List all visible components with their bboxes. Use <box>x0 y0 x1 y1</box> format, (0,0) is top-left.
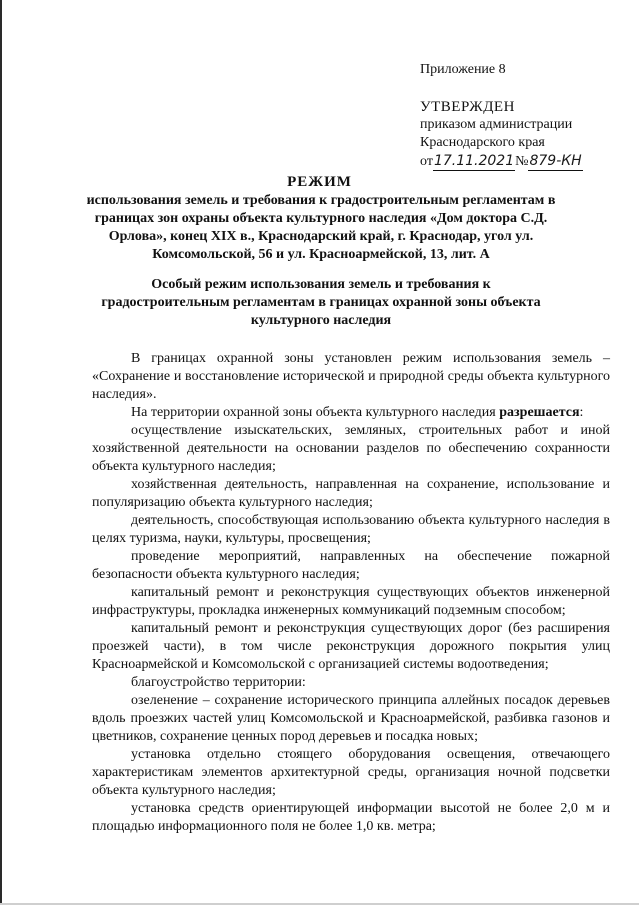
handwritten-date: 17.11.2021 <box>433 153 515 169</box>
section-heading: Особый режим использования земель и требования к градостроительным регламентам в границах охранной зоны объекта культурного наследия <box>101 277 541 328</box>
permitted-bold: разрешается <box>499 405 580 420</box>
approval-region-line: Краснодарского края <box>420 135 545 150</box>
paragraph: капитальный ремонт и реконструкция существующих дорог (без расширения проезжей части), в том числе реконструкция дорожного покрытия улиц Красноармейской и Комсомольской с организацией системы водоотведения; <box>92 621 610 672</box>
approval-date-number-line <box>420 152 583 171</box>
paragraph: капитальный ремонт и реконструкция существующих объектов инженерной инфраструктуры, прокладка инженерных коммуникаций подземным способом; <box>92 585 610 618</box>
paragraph: проведение мероприятий, направленных на обеспечение пожарной безопасности объекта культурного наследия; <box>92 549 610 582</box>
paragraph: В границах охранной зоны установлен режим использования земель – «Сохранение и восстановление исторической и природной среды объекта культурного наследия». <box>92 351 610 402</box>
scan-left-edge <box>0 0 2 905</box>
paragraph-permitted <box>92 404 610 422</box>
permitted-lead: На территории охранной зоны объекта культурного наследия <box>131 405 500 420</box>
handwritten-number: 879-КН <box>529 153 582 169</box>
date-prefix: от <box>420 154 433 169</box>
paragraph: озеленение – сохранение исторического принципа аллейных посадок деревьев вдоль проезжих частей улиц Комсомольской и Красноармейской, разбивка газонов и цветников, сохранение ценных пород деревьев и посадка новых; <box>92 693 610 744</box>
permitted-colon: : <box>579 405 584 420</box>
approval-order-line: приказом администрации <box>420 117 573 132</box>
paragraph: благоустройство территории: <box>131 675 306 690</box>
appendix-label: Приложение 8 <box>420 62 506 77</box>
paragraph: деятельность, способствующая использованию объекта культурного наследия в целях туризма, науки, культуры, просвещения; <box>92 513 610 546</box>
approved-heading: УТВЕРЖДЕН <box>420 99 515 115</box>
document-title: РЕЖИМ <box>287 174 352 190</box>
paragraph: хозяйственная деятельность, направленная на сохранение, использование и популяризацию объекта культурного наследия; <box>92 477 610 510</box>
number-prefix: № <box>515 154 529 169</box>
paragraph: установка отдельно стоящего оборудования освещения, отвечающего характеристикам элементов архитектурной среды, организация ночной подсветки объекта культурного наследия; <box>92 747 610 798</box>
document-body <box>92 350 610 836</box>
approval-block <box>420 98 583 171</box>
paragraph: установка средств ориентирующей информации высотой не более 2,0 м и площадью информационного поля не более 1,0 кв. метра; <box>92 801 610 834</box>
document-subtitle: использования земель и требования к градостроительным регламентам в границах зон охраны объекта культурного наследия «Дом доктора С.Д. Орлова», конец XIX в., Краснодарский край, г. Краснодар, угол ул. Комсомольской, 56 и ул. Красноармейской, 13, лит. А <box>86 193 556 262</box>
paragraph: осуществление изыскательских, земляных, строительных работ и иной хозяйственной деятельности на основании разделов по обеспечению сохранности объекта культурного наследия; <box>92 423 610 474</box>
